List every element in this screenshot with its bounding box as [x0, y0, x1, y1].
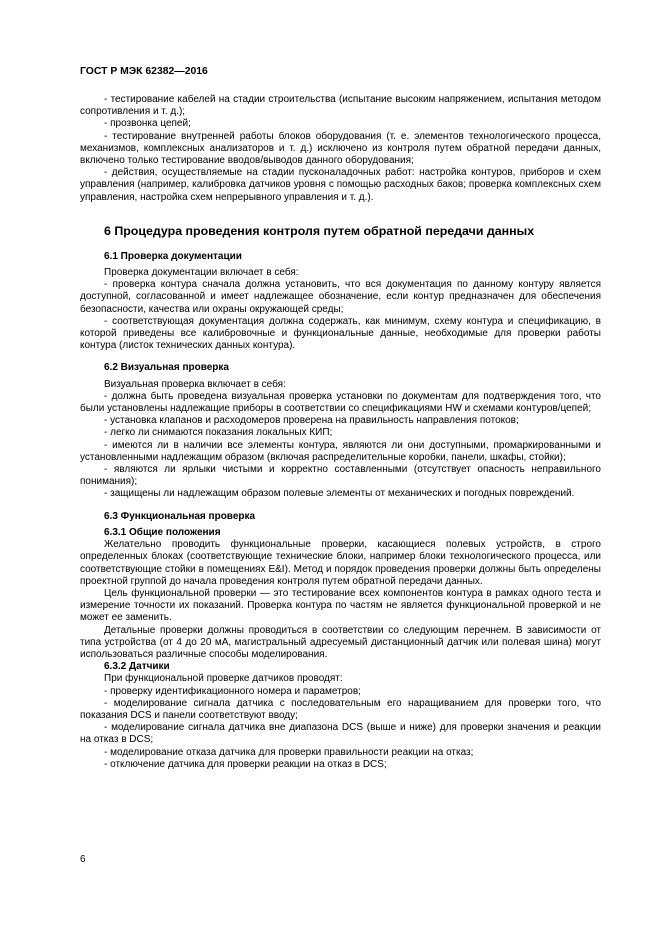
list-item: - проверка контура сначала должна установить, что вся документация по данному контуру является доступной, согласованной и имеет надлежащее обозначение, если контур предназначен для обеспечения безопасности, качества или охраны окружающей среды; [80, 279, 601, 315]
list-item: - должна быть проведена визуальная проверка установки по документам для подтверждения того, что были установлены надлежащие приборы в соответствии со спецификациями HW и схемами контуров/цепей; [80, 390, 601, 415]
list-item: - тестирование внутренней работы блоков оборудования (т. е. элементов технологического процесса, механизмов, комплексных анализаторов и т. д.) исключено из контроля путем обратной передачи данных, включено только тестирование вводов/выводов данного оборудования; [80, 130, 601, 167]
list-item: - моделирование сигнала датчика вне диапазона DCS (выше и ниже) для проверки значения и реакции на отказ в DCS; [80, 722, 601, 746]
list-item: - проверку идентификационного номера и параметров; [104, 685, 361, 697]
section-heading-6: 6 Процедура проведения контроля путем обратной передачи данных [104, 223, 535, 238]
page-number: 6 [80, 854, 86, 865]
paragraph: Визуальная проверка включает в себя: [104, 378, 286, 390]
list-item: - имеются ли в наличии все элементы контура, являются ли они доступными, промаркированными и установленными надлежащим образом (включая распределительные коробки, панели, шкафы, стойки); [80, 439, 601, 463]
list-item: - прозвонка цепей; [104, 118, 191, 130]
paragraph: Желательно проводить функциональные проверки, касающиеся полевых устройств, в строго определенных блоках (соответствующие технические блоки, например блоки технологического процесса, или соответствующие стойки в помещениях E&I). Метод и порядок проведения проверки должны быть определены проектной группой до начала проведения контроля путем обратной передачи данных. [80, 539, 601, 587]
list-item: - моделирование сигнала датчика с последовательным его наращиванием для проверки того, что показания DCS и панели соответствуют вводу; [80, 697, 601, 721]
paragraph: При функциональной проверке датчиков проводят: [104, 673, 343, 685]
paragraph: Детальные проверки должны проводиться в соответствии со следующим перечнем. В зависимости от типа устройства (от 4 до 20 мА, магистральный адресуемый дистанционный датчик или полевая шина) могут использоваться различные способы моделирования. [80, 624, 601, 660]
list-item: - установка клапанов и расходомеров проверена на правильность направления потоков; [104, 415, 519, 427]
subsection-heading-6-2: 6.2 Визуальная проверка [104, 362, 229, 374]
paragraph: Проверка документации включает в себя: [104, 267, 299, 279]
list-item: - тестирование кабелей на стадии строительства (испытание высоким напряжением, испытания методом сопротивления и т. д.); [80, 94, 601, 118]
document-body [80, 94, 601, 771]
list-item: - отключение датчика для проверки реакции на отказ в DCS; [104, 758, 387, 770]
list-item: - являются ли ярлыки чистыми и корректно составленными (отсутствует опасность неправильного понимания); [80, 464, 601, 488]
subsection-heading-6-1: 6.1 Проверка документации [104, 250, 242, 262]
list-item: - легко ли снимаются показания локальных КИП; [104, 427, 333, 439]
subsection-heading-6-3-1: 6.3.1 Общие положения [104, 526, 221, 538]
subsection-heading-6-3-2: 6.3.2 Датчики [104, 661, 170, 673]
document-header: ГОСТ Р МЭК 62382—2016 [80, 66, 208, 77]
list-item: - действия, осуществляемые на стадии пусконаладочных работ: настройка контуров, приборов и схем управления (например, калибровка датчиков уровня с помощью расходных баков; проверка комплексных схем управления, настройка схем непрерывного управления и т. д.). [80, 167, 601, 203]
paragraph: Цель функциональной проверки — это тестирование всех компонентов контура в рамках одного теста и измерение точности их показаний. Проверка контура по частям не является функциональной проверкой и не может ее заменить. [80, 587, 601, 624]
list-item: - защищены ли надлежащим образом полевые элементы от механических и погодных повреждений. [104, 488, 575, 500]
subsection-heading-6-3: 6.3 Функциональная проверка [104, 510, 256, 522]
list-item: - соответствующая документация должна содержать, как минимум, схему контура и спецификацию, в которой приведены все калибровочные и функциональные данные, необходимые для проверки работы контура (листок технических данных контура). [80, 315, 601, 352]
list-item: - моделирование отказа датчика для проверки правильности реакции на отказ; [104, 746, 474, 758]
